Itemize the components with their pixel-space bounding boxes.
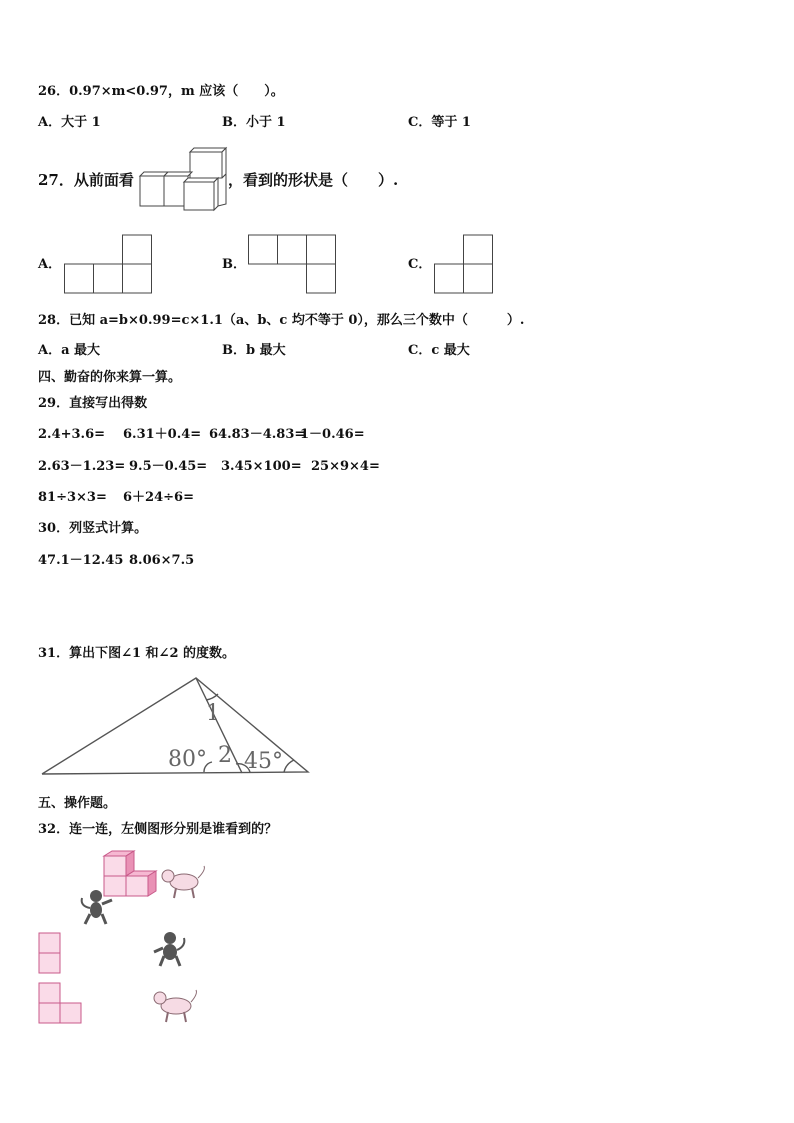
q27-stem-prefix: 27．从前面看 (38, 171, 134, 189)
q31-left-angle-label: 80° (168, 747, 207, 772)
q29-expr: 3.45×100= (221, 459, 302, 474)
q27-option-a-shape (64, 233, 154, 295)
q27-option-c-shape (434, 233, 496, 295)
q31-right-angle-label: 45° (244, 749, 283, 774)
q26-option-b: B．小于 1 (222, 115, 286, 130)
dog-icon (162, 866, 204, 898)
q31-stem: 31．算出下图∠1 和∠2 的度数。 (38, 646, 236, 661)
dog-icon (154, 990, 196, 1022)
q27-option-b-shape (248, 233, 338, 295)
q31-triangle-figure (40, 674, 312, 778)
monkey-icon (154, 932, 184, 966)
q27-option-a-label: A． (38, 257, 62, 272)
q27-option-b-label: B． (222, 257, 246, 272)
q26-option-c: C．等于 1 (408, 115, 471, 130)
q28-option-c: C．c 最大 (408, 343, 470, 358)
q26-stem: 26．0.97×m<0.97，m 应该（ ）。 (38, 84, 284, 99)
q32-dog (150, 986, 202, 1026)
q32-shape-vertical-two (38, 932, 62, 976)
q30-item: 47.1－12.45 (38, 553, 124, 568)
q26-option-a: A．大于 1 (38, 115, 101, 130)
q32-pink-cubes-scene (76, 848, 216, 928)
q28-option-a: A．a 最大 (38, 343, 101, 358)
q29-expr: 6＋24÷6= (123, 490, 194, 505)
section-4-title: 四、勤奋的你来算一算。 (38, 370, 182, 385)
section-5-title: 五、操作题。 (38, 796, 117, 811)
q29-expr: 64.83－4.83= (209, 427, 306, 442)
q29-expr: 2.63－1.23= (38, 459, 126, 474)
q28-option-b: B．b 最大 (222, 343, 286, 358)
q29-expr: 1－0.46= (300, 427, 365, 442)
q28-stem: 28．已知 a=b×0.99=c×1.1（a、b、c 均不等于 0），那么三个数中（ ）. (38, 313, 525, 328)
q30-stem: 30．列竖式计算。 (38, 521, 148, 536)
q27-cube-figure (138, 146, 228, 212)
q27-stem-suffix: ，看到的形状是（ ）. (228, 171, 399, 189)
q32-stem: 32．连一连，左侧图形分别是谁看到的？ (38, 822, 278, 837)
q30-item: 8.06×7.5 (129, 553, 195, 568)
q31-angle1-label: 1 (206, 701, 220, 726)
q29-expr: 9.5－0.45= (129, 459, 208, 474)
q29-expr: 2.4+3.6= (38, 427, 106, 442)
q31-angle2-label: 2 (218, 743, 232, 768)
q32-shape-l (38, 982, 84, 1026)
q29-expr: 6.31＋0.4= (123, 427, 202, 442)
q29-expr: 25×9×4= (311, 459, 380, 474)
q29-stem: 29．直接写出得数 (38, 396, 148, 411)
q29-expr: 81÷3×3= (38, 490, 107, 505)
q32-monkey (150, 928, 190, 968)
q27-option-c-label: C． (408, 257, 432, 272)
